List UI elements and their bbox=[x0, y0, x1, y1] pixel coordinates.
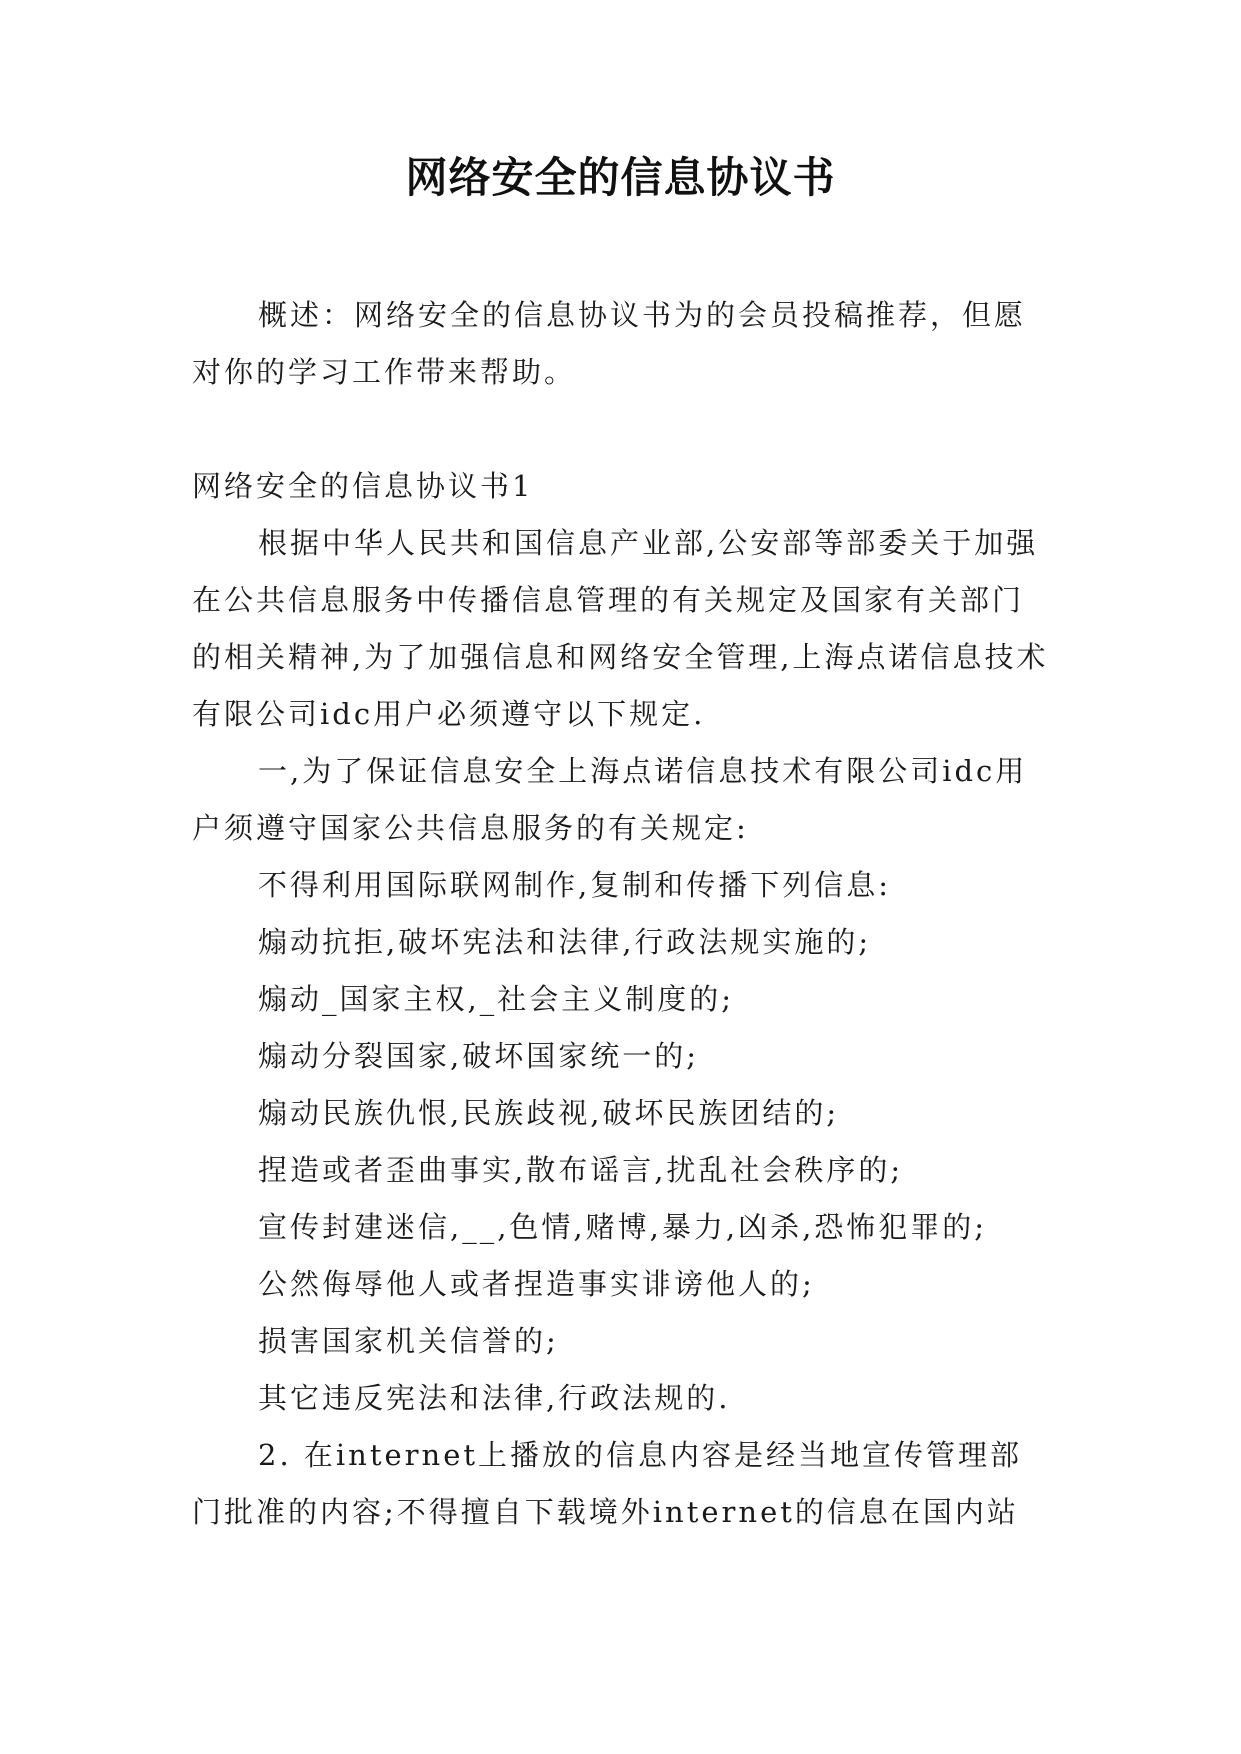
section-heading: 网络安全的信息协议书1 bbox=[192, 469, 534, 503]
list-item: 煽动_国家主权,_社会主义制度的; bbox=[258, 982, 734, 1016]
list-item: 损害国家机关信誉的; bbox=[258, 1324, 559, 1358]
list-item: 煽动分裂国家,破坏国家统一的; bbox=[258, 1039, 699, 1073]
body-paragraph: 2. 在internet上播放的信息内容是经当地宣传管理部门批准的内容;不得擅自下载境外internet的信息在国内站 bbox=[192, 1438, 1023, 1529]
document-body bbox=[192, 287, 1052, 1541]
body-paragraph: 一,为了保证信息安全上海点诺信息技术有限公司idc用户须遵守国家公共信息服务的有关规定: bbox=[192, 754, 1028, 845]
list-item: 其它违反宪法和法律,行政法规的. bbox=[258, 1381, 731, 1415]
list-item: 煽动民族仇恨,民族歧视,破坏民族团结的; bbox=[258, 1096, 840, 1130]
summary-paragraph: 概述：网络安全的信息协议书为的会员投稿推荐，但愿对你的学习工作带来帮助。 bbox=[192, 298, 1027, 389]
list-item: 公然侮辱他人或者捏造事实诽谤他人的; bbox=[258, 1267, 815, 1301]
body-paragraph: 根据中华人民共和国信息产业部,公安部等部委关于加强在公共信息服务中传播信息管理的有关规定及国家有关部门的相关精神,为了加强信息和网络安全管理,上海点诺信息技术有限公司idc用户必须遵守以下规定. bbox=[192, 526, 1049, 731]
list-item: 不得利用国际联网制作,复制和传播下列信息: bbox=[258, 868, 891, 902]
list-item: 煽动抗拒,破坏宪法和法律,行政法规实施的; bbox=[258, 925, 872, 959]
list-item: 捏造或者歪曲事实,散布谣言,扰乱社会秩序的; bbox=[258, 1153, 904, 1187]
list-item: 宣传封建迷信,__,色情,赌博,暴力,凶杀,恐怖犯罪的; bbox=[258, 1210, 988, 1244]
document-title: 网络安全的信息协议书 bbox=[405, 153, 836, 202]
